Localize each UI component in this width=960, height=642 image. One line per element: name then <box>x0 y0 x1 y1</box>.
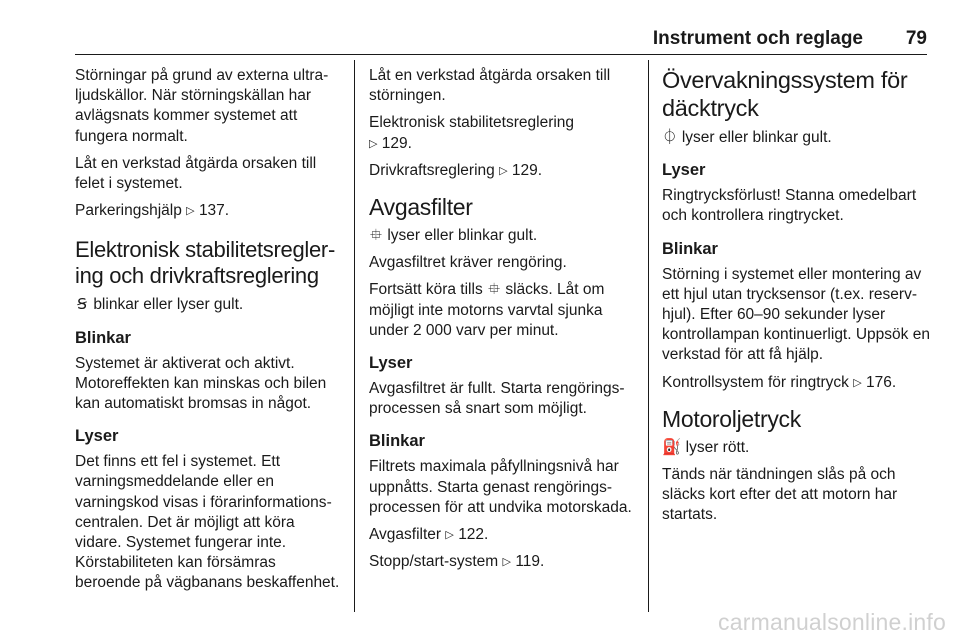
reference-arrow-icon: ▷ <box>502 556 511 569</box>
subheading-lyser: Lyser <box>75 427 119 446</box>
paragraph: Filtrets maximala påfyllningsnivå har uppnåtts. Starta genast rengöringsprocessen för att undvika motorskada. <box>369 458 632 516</box>
subheading-blinkar: Blinkar <box>662 239 718 258</box>
column-3 <box>662 66 934 533</box>
page-number: 79 <box>905 28 927 49</box>
cross-reference: Stopp/start-system ▷ 119. <box>369 552 635 572</box>
subheading-lyser: Lyser <box>662 161 706 180</box>
page-title: Instrument och reglage <box>652 28 863 49</box>
paragraph: Störning i systemet eller montering av ett hjul utan trycksensor (t.ex. reservhjul). Efter 60–90 sekunder lyser kontrollampan kontinuerligt. Uppsök en verkstad för att få hjälp. <box>662 265 930 364</box>
paragraph: ⛽ lyser rött. <box>662 438 934 458</box>
subheading-lyser: Lyser <box>369 354 413 373</box>
cross-reference: Drivkraftsreglering ▷ 129. <box>369 161 635 181</box>
esc-warning-icon: Ꞩ <box>77 296 87 314</box>
paragraph: Störningar på grund av externa ultraljudskällor. När störningskällan har avlägsnats kommer systemet att fungera normalt. <box>75 67 329 145</box>
section-heading-tire-pressure: Övervakningssystem för däcktryck <box>662 67 908 121</box>
exhaust-filter-icon: ⯐ <box>488 281 500 299</box>
section-heading-oil-pressure: Motoroljetryck <box>662 405 801 432</box>
cross-reference: Kontrollsystem för ringtryck ▷ 176. <box>662 373 934 393</box>
paragraph: Tänds när tändningen slås på och släcks kort efter det att motorn har startats. <box>662 466 898 524</box>
reference-arrow-icon: ▷ <box>186 205 195 218</box>
paragraph: Låt en verkstad åtgärda orsaken till störningen. <box>369 67 611 105</box>
page-header <box>75 28 927 54</box>
cross-reference: Elektronisk stabilitetsreglering ▷ 129. <box>369 113 635 153</box>
paragraph: Fortsätt köra tills ⯐ släcks. Låt om möjligt inte motorns varvtal sjunka under 2 000 varv per minut. <box>369 281 605 339</box>
exhaust-filter-icon: ⯐ <box>370 227 382 245</box>
reference-arrow-icon: ▷ <box>445 529 454 542</box>
paragraph: Ꞩ blinkar eller lyser gult. <box>75 295 343 315</box>
paragraph: Avgasfiltret är fullt. Starta rengöringsprocessen så snart som möjligt. <box>369 380 625 418</box>
paragraph: Det finns ett fel i systemet. Ett varningsmeddelande eller en varningskod visas i förarinformationscentralen. Det är möjligt att köra vidare. Systemet fungerar inte. Körstabiliteten kan försämras beroende på vägbanans beskaffenhet. <box>75 453 340 592</box>
paragraph: ⯐ lyser eller blinkar gult. <box>369 226 635 246</box>
header-rule <box>75 54 927 55</box>
tire-pressure-warning-icon: ⏀ <box>662 129 678 146</box>
reference-arrow-icon: ▷ <box>499 164 508 177</box>
paragraph: Låt en verkstad åtgärda orsaken till felet i systemet. <box>75 154 317 193</box>
section-heading-avgasfilter: Avgasfilter <box>369 194 473 221</box>
reference-arrow-icon: ▷ <box>853 376 862 389</box>
column-divider-2 <box>648 60 649 612</box>
section-heading-esc: Elektronisk stabilitetsreglering och drivkraftsreglering <box>75 237 336 289</box>
oil-can-icon: ⛽ <box>662 438 682 456</box>
subheading-blinkar: Blinkar <box>369 432 425 451</box>
subheading-blinkar: Blinkar <box>75 328 131 347</box>
cross-reference: Avgasfilter ▷ 122. <box>369 525 635 545</box>
paragraph: Systemet är aktiverat och aktivt. Motoreffekten kan minskas och bilen kan automatiskt bromsas in något. <box>75 354 327 413</box>
column-1 <box>75 66 343 601</box>
column-divider-1 <box>354 60 355 612</box>
reference-text: Parkeringshjälp <box>75 202 182 220</box>
cross-reference <box>75 201 343 221</box>
paragraph: ⏀ lyser eller blinkar gult. <box>662 128 934 148</box>
watermark: carmanualsonline.info <box>718 609 946 635</box>
paragraph: Ringtrycksförlust! Stanna omedelbart och kontrollera ringtrycket. <box>662 187 917 225</box>
reference-arrow-icon: ▷ <box>369 137 378 150</box>
column-2 <box>369 66 635 579</box>
reference-page: 137. <box>198 202 230 220</box>
paragraph: Avgasfiltret kräver rengöring. <box>369 254 567 272</box>
